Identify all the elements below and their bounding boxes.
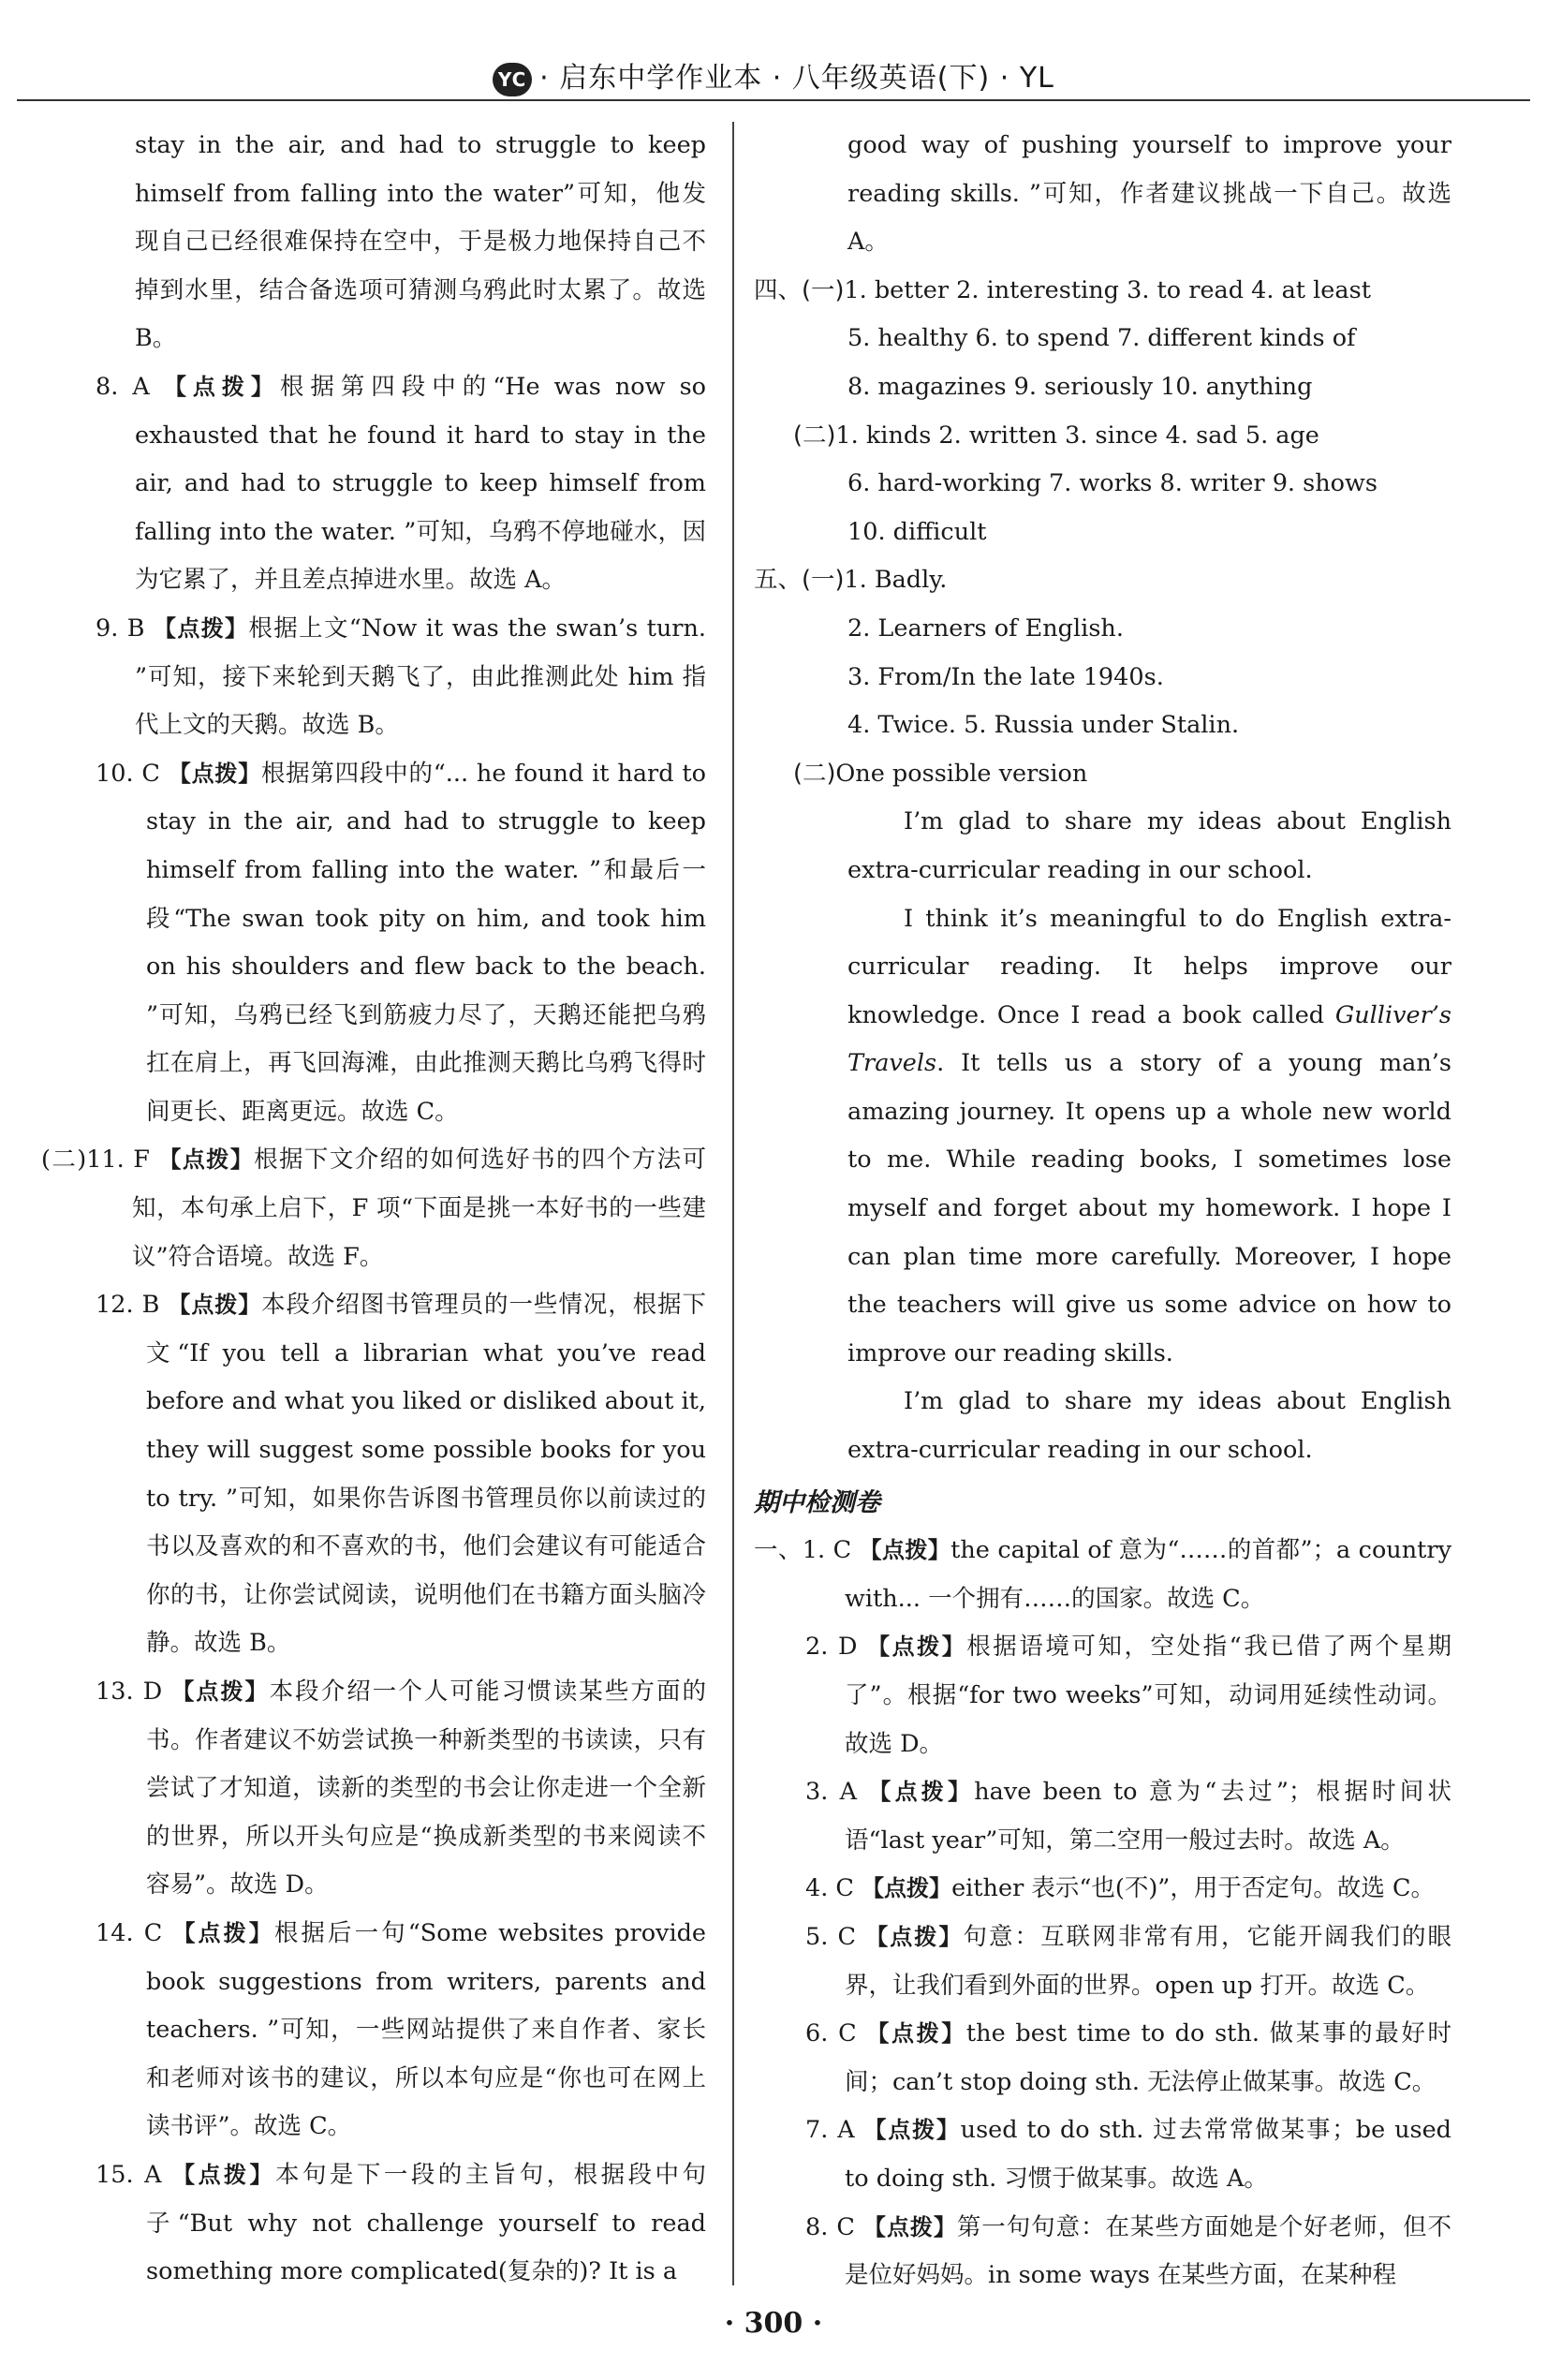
answer-line: 5. healthy 6. to spend 7. different kinds of: [847, 324, 1356, 353]
hint-label: 【点拨】: [866, 2020, 966, 2047]
header-rule: [17, 99, 1530, 101]
hint-label: 【点拨】: [168, 760, 261, 787]
section-4-part-2: [754, 412, 1451, 461]
page-number: · 300 ·: [724, 2307, 823, 2340]
midterm-answer-5: [754, 1914, 1451, 2010]
answer-number: 5. C: [805, 1922, 857, 1951]
answer-number: 3. A: [805, 1778, 858, 1807]
answer-line: 2. Learners of English.: [847, 613, 1124, 643]
header-title: · 启东中学作业本 · 八年级英语(下) · YL: [539, 62, 1054, 95]
midterm-answer-3: [754, 1768, 1451, 1865]
section-label: 四、(一): [754, 275, 845, 304]
answer-text: the best time to do sth. 做某事的最好时间；can’t stop doing sth. 无法停止做某事。故选 C。: [845, 2019, 1452, 2096]
midterm-answer-1: [754, 1527, 1451, 1623]
answer-text: 本段介绍一个人可能习惯读某些方面的书。作者建议不妨尝试换一种新类型的书读读，只有尝试了才知道，读新的类型的书会让你走进一个全新的世界，所以开头句应是“换成新类型的书来阅读不容易”。故选 D。: [146, 1678, 706, 1900]
answer-text: 根据下文介绍的如何选好书的四个方法可知，本句承上启下，F 项“下面是挑一本好书的一些建议”符合语境。故选 F。: [132, 1146, 706, 1271]
hint-label: 【点拨】: [172, 1919, 274, 1946]
hint-label: 【点拨】: [862, 2213, 957, 2240]
answer-line: 1. Badly.: [844, 566, 948, 595]
hint-label: 【点拨】: [172, 2161, 275, 2188]
hint-label: 【点拨】: [158, 1146, 255, 1174]
hint-label: 【点拨】: [862, 1875, 952, 1902]
answer-number: 8. A: [96, 372, 150, 401]
answer-text: either 表示“也(不)”，用于否定句。故选 C。: [951, 1874, 1435, 1903]
hint-label: 【点拨】: [154, 614, 249, 642]
midterm-answer-7: [754, 2107, 1451, 2203]
answer-line: 1. better 2. interesting 3. to read 4. at least: [844, 275, 1371, 304]
answer-text: the capital of 意为“……的首都”；a country with... 一个拥有……的国家。故选 C。: [845, 1536, 1451, 1613]
book-title: Gulliver’s Travels: [847, 1000, 1451, 1078]
answer-12: [41, 1281, 706, 1668]
answer-number: 12. B: [96, 1291, 160, 1320]
section-label: 五、(一): [754, 566, 845, 595]
answer-text: 本段介绍图书管理员的一些情况，根据下文“If you tell a librarian what you’ve read before and what you liked or disliked about it, they will suggest some possible books for you to try. ”可知，如果你告诉图书管理员你以前读过的书以及喜欢的和不喜欢的书，他们会建议有可能适合你的书，让你尝试阅读，说明他们在书籍方面头脑冷静。故选 B。: [146, 1291, 706, 1658]
answer-number: 8. C: [805, 2212, 855, 2241]
section-label: (二): [793, 421, 836, 450]
answer-text: 本句是下一段的主旨句，根据段中句子“But why not challenge yourself to read something more complicated(复杂的)? It is a: [146, 2160, 706, 2286]
answer-15-continuation: good way of pushing yourself to improve your reading skills. ”可知，作者建议挑战一下自己。故选 A。: [847, 131, 1451, 257]
answer-text: 根据第四段中的“... he found it hard to stay in the air, and had to struggle to keep himself from falling into the water. ”和最后一段“The swan took pity on him, and took him on his shoulders and flew back to the beach. ”可知，乌鸦已经飞到筋疲力尽了，天鹅还能把乌鸦扛在肩上，再飞回海滩，由此推测天鹅比乌鸦飞得时间更长、距离更远。故选 C。: [146, 759, 707, 1126]
answer-line: 1. kinds 2. written 3. since 4. sad 5. age: [835, 421, 1319, 450]
answer-text: 根据上文“Now it was the swan’s turn. ”可知，接下来轮到天鹅飞了，由此推测此处 him 指代上文的天鹅。故选 B。: [135, 613, 707, 740]
answer-number: (二)11. F: [41, 1146, 150, 1175]
answer-15: [41, 2151, 706, 2297]
answer-number: 15. A: [96, 2160, 162, 2189]
answer-text: 第一句句意：在某些方面她是个好老师，但不是位好妈妈。in some ways 在某些方面，在某种程: [845, 2212, 1451, 2290]
answer-line: 8. magazines 9. seriously 10. anything: [847, 372, 1313, 401]
answer-10: [41, 750, 706, 1137]
answer-text: 根据语境可知，空处指“我已借了两个星期了”。根据“for two weeks”可知，动词用延续性动词。故选 D。: [845, 1633, 1452, 1758]
answer-14: [41, 1910, 706, 2151]
answer-number: 10. C: [96, 759, 160, 788]
essay-paragraph-1: I’m glad to share my ideas about English extra-curricular reading in our school.: [847, 807, 1451, 884]
column-divider: [732, 122, 734, 2285]
answer-11: [41, 1136, 706, 1281]
answer-9: [41, 605, 706, 750]
answer-number: 2. D: [805, 1633, 858, 1662]
hint-label: 【点拨】: [868, 1779, 975, 1806]
answer-text: 根据第四段中的“He was now so exhausted that he found it hard to stay in the air, and had to struggle to keep himself from falling into the water. ”可知，乌鸦不停地碰水，因为它累了，并且差点掉进水里。故选 A。: [135, 372, 707, 595]
header-title-row: [0, 54, 1547, 96]
publisher-logo: YC: [493, 63, 532, 96]
answer-line: 6. hard-working 7. works 8. writer 9. shows: [847, 469, 1378, 498]
answer-text: have been to 意为“去过”；根据时间状语“last year”可知，第二空用一般过去时。故选 A。: [845, 1778, 1452, 1855]
section-5-part-1: [754, 556, 1451, 605]
hint-label: 【点拨】: [859, 1537, 951, 1564]
answer-line: 4. Twice. 5. Russia under Stalin.: [847, 711, 1240, 740]
right-column: [754, 122, 1451, 2300]
hint-label: 【点拨】: [168, 1292, 262, 1319]
midterm-section-title: 期中检测卷: [754, 1487, 880, 1517]
hint-label: 【点拨】: [863, 2117, 961, 2144]
hint-label: 【点拨】: [171, 1678, 270, 1705]
answer-number: 6. C: [805, 2019, 857, 2048]
answer-number: 4. C: [805, 1874, 854, 1903]
answer-8: [41, 363, 706, 605]
answer-number: 一、1. C: [754, 1536, 852, 1565]
section-label: (二): [793, 759, 836, 788]
answer-number: 13. D: [96, 1678, 163, 1706]
answer-number: 9. B: [96, 613, 145, 643]
answer-line: 3. From/In the late 1940s.: [847, 662, 1164, 691]
answer-13: [41, 1668, 706, 1910]
answer-text: used to do sth. 过去常常做某事；be used to doing sth. 习惯于做某事。故选 A。: [845, 2116, 1451, 2193]
answer-7-continuation: stay in the air, and had to struggle to keep himself from falling into the water”可知，他发现自己已经很难保持在空中，于是极力地保持自己不掉到水里，结合备选项可猜测乌鸦此时太累了。故选 B。: [135, 131, 706, 353]
answer-text: 根据后一句“Some websites provide book suggestions from writers, parents and teachers. ”可知，一些网站提供了来自作者、家长和老师对该书的建议，所以本句应是“你也可在网上读书评”。故选 C。: [146, 1918, 707, 2141]
essay-paragraph-3: I’m glad to share my ideas about English extra-curricular reading in our school.: [847, 1387, 1451, 1465]
essay-title: One possible version: [835, 759, 1088, 788]
hint-label: 【点拨】: [163, 373, 280, 400]
midterm-answer-2: [754, 1623, 1451, 1768]
hint-label: 【点拨】: [865, 1923, 964, 1950]
answer-number: 14. C: [96, 1918, 163, 1947]
essay-text: . It tells us a story of a young man’s amazing journey. It opens up a whole new world to me. While reading books, I sometimes lose myself and forget about my homework. I hope I can plan time more carefully. Moreover, I hope the teachers will give us some advice on how to improve our reading skills.: [847, 1049, 1451, 1367]
answer-number: 7. A: [805, 2116, 855, 2145]
left-column: [41, 122, 706, 2297]
hint-label: 【点拨】: [867, 1633, 967, 1661]
essay-paragraph-2: [754, 895, 1451, 1379]
section-5-part-2: [754, 750, 1451, 799]
section-4-part-1: [754, 267, 1451, 316]
answer-line: 10. difficult: [847, 517, 987, 546]
essay-text: I think it’s meaningful to do English extra-curricular reading. It helps improve our knowledge. Once I read a book called: [847, 904, 1451, 1029]
midterm-answer-4: [754, 1865, 1451, 1914]
midterm-answer-8: [754, 2204, 1451, 2300]
midterm-answer-6: [754, 2010, 1451, 2107]
answer-text: 句意：互联网非常有用，它能开阔我们的眼界，让我们看到外面的世界。open up 打开。故选 C。: [845, 1922, 1452, 2000]
page-header: [0, 49, 1547, 103]
